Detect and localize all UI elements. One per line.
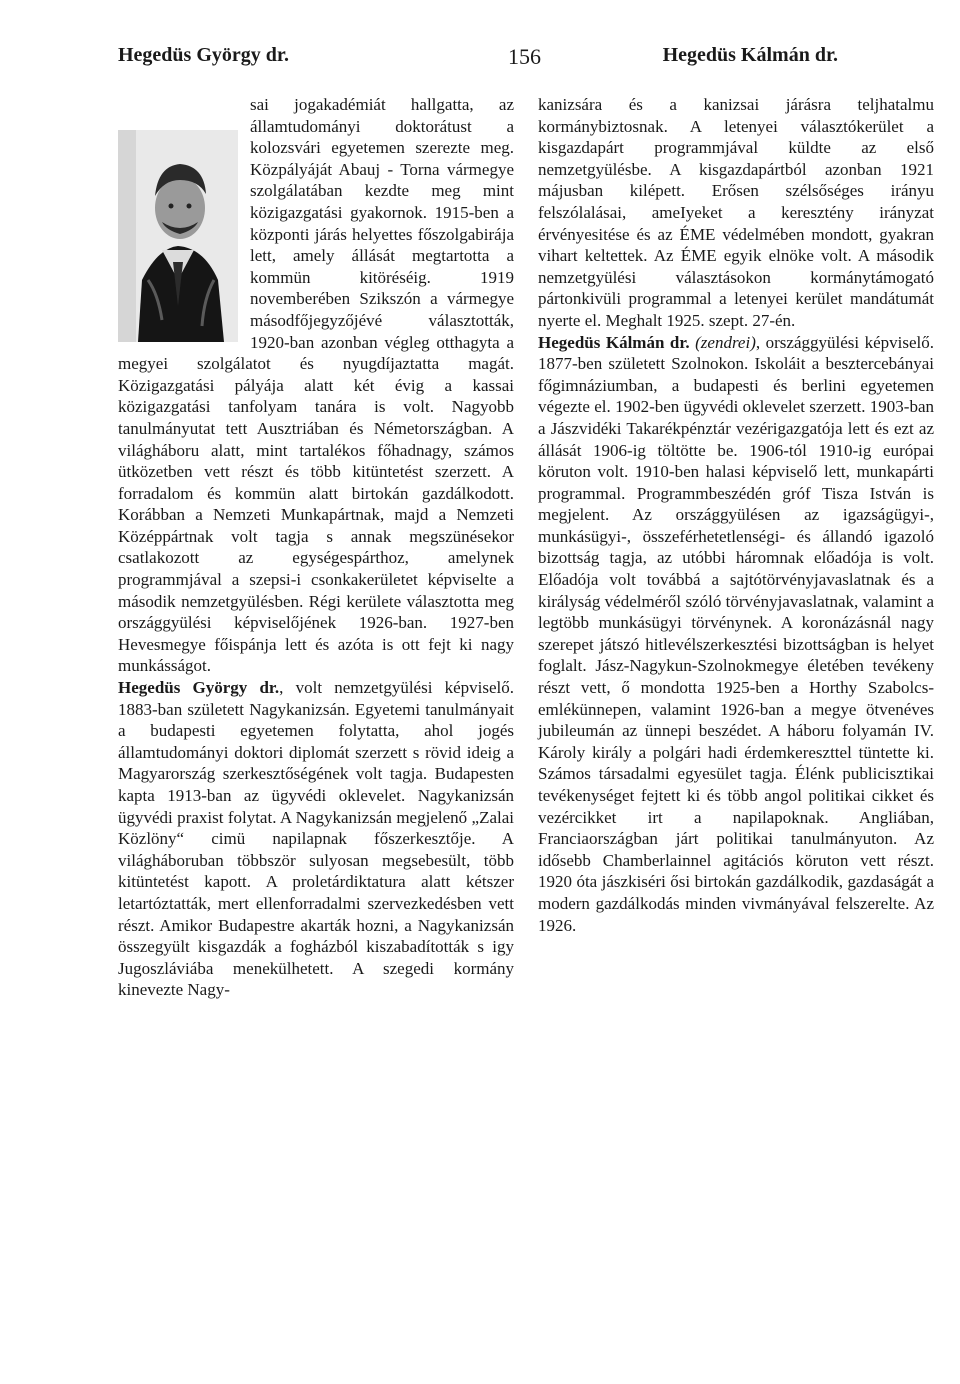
right-column: [538, 94, 934, 936]
entry-name: Hegedüs Kálmán dr.: [538, 332, 690, 352]
page-header: [118, 44, 838, 74]
entry-name: Hegedüs György dr.: [118, 678, 280, 698]
continued-biography-right: kanizsára és a kanizsai járásra teljhatalmu kormánybiztosnak. A letenyei választókerület a kisgazdapárt programmjával küldte az első nemzetgyülésbe. A kisgazdapártból azonban 1921 májusban kilépett. Erősen szélsőséges irányu felszólalásai, ameIyeket a keresztény irányzat érvényesitése és az ÉME védelmében mondott, gyakran vihart keltettek. Az ÉME egyik elnöke volt. A második nemzetgyülési választásokon kormánytámogató pártonkivüli programmal a letenyei kerület mandátumát nyerte el. Meghalt 1925. szept. 27-én.: [538, 95, 934, 330]
portrait-photo: [118, 130, 238, 342]
page-number: 156: [508, 44, 541, 69]
running-head-right: Hegedüs Kálmán dr.: [662, 44, 838, 66]
entry-alias: (zendrei): [695, 332, 756, 352]
portrait-illustration: [118, 130, 238, 342]
left-column: [118, 94, 514, 1001]
entry-hegedus-kalman: [538, 332, 934, 937]
entry-hegedus-gyorgy: [118, 677, 514, 1001]
entry-text: , volt nemzetgyülési képviselő. 1883-ban született Nagykanizsán. Egyetemi tanulmányait a budapesti egyetemen folytatta, ahol jogés államtudományi doktori diplomát szerzett s rövid ideig a Magyarország szerkesztőségének volt tagja. Budapesten kapta 1913-ban az ügyvédi oklevelet. Nagykanizsán ügyvédi praxist folytat. A Nagykanizsán megjelenő „Zalai Közlöny“ cimü napilapnak főszerkesztője. A világháboruban többször sulyosan megsebesült, több kitüntetést kapott. A proletárdiktatura alatt kétszer letartóztatták, mert ellenforradalmi szervezkedésben vett részt. Amikor Budapestre akarták hozni, a Nagykanizsán összegyült kisgazdák a fogházból kiszabadították s igy Jugoszláviába menekülhetett. A szegedi kormány kinevezte Nagy-: [118, 678, 515, 1000]
continued-biography: sai jogakadémiát hallgatta, az államtudományi doktorátust a kolozsvári egyetemen szerezte meg. Közpályáját Abauj - Torna vármegye szolgálatában kezdte meg mint közigazgatási gyakornok. 1915-ben a központi járás helyettes főszolgabirája lett, amely állását megtartotta a kommün kitöréséig. 1919 novemberében Szikszón a vármegye másodfőjegyzőjévé választották, 1920-ban azonban végleg otthagyta a megyei szolgálatot és nyugdíjaztatta magát. Közigazgatási pályája alatt két évig a kassai közigazgatási tanfolyam tanára is volt. Nagyobb tanulmányutat tett Ausztriában és Németországban. A világháboru alatt, mint tartalékos főhadnagy, számos ütközetben vett részt és több kitüntetést szerzett. A forradalom és kommün alatt birtokán gazdálkodott. Korábban a Nemzeti Munkapártnak, majd a Nemzeti Középpártnak volt tagja s annak megszünésekor csatlakozott az egységespárthoz, amelynek programmjával a szepsi-i csonkakerületet képviselte a második nemzetgyülésben. Régi kerülete választotta meg országgyülési képviselőjének 1926-ban. 1927-ben Hevesmegye főispánja lett és azóta is ott fejt ki nagy munkásságot.: [118, 95, 514, 676]
running-head-left: Hegedüs György dr.: [118, 44, 289, 66]
entry-text: , országgyülési képviselő. 1877-ben született Szolnokon. Iskoláit a besztercebányai főgimnáziumban, a budapesti és berlini egyetemen végezte el. 1902-ben ügyvédi oklevelet szerzett. 1903-ban a Jászvidéki Takarékpénztár vezérigazgatója lett és ezt az állását 1906-ig töltötte be. 1906-tól 1910-ig európai köruton volt. 1910-ben halasi képviselő lett, munkapárti programmal. Programmbeszédén gróf Tisza István is megjelent. Az országgyülésen az igazságügyi-, munkásügyi-, összeférhetetlenségi- és állandó igazoló bizottság tagja, az utóbbi háromnak előadója is volt. Előadója volt továbbá a sajtótörvényjavaslatnak és a királyság védelméről szóló törvényjavaslatnak, valamint a legtöbb munkásügyi törvénynek. A koronázásnál nagy szerepet játszó hitlevélszerkesztési bizottságban is helyet foglalt. Jász-Nagykun-Szolnokmegye életében tevékeny részt vett, ő mondotta 1925-ben a Horthy Szabolcs-emlékünnepen, valamint 1926-ban a megye ötvenéves jubileumán az ünnepi beszédet. A háboru folyamán IV. Károly király a polgári hadi érdemkereszttel tüntette ki. Számos társadalmi egyesület tagja. Élénk publicisztikai tevékenységet fejtett ki és több angol politikai cikket és vezércikket irt a napilapoknak. Angliában, Franciaországban járt politikai tanulmányuton. Az idősebb Chamberlainnel agitációs köruton vett részt. 1920 óta jászkiséri ősi birtokán gazdálkodik, gazdaságát a modern gazdálkodás minden vivmányával felszerelte. Az 1926.: [538, 332, 935, 935]
